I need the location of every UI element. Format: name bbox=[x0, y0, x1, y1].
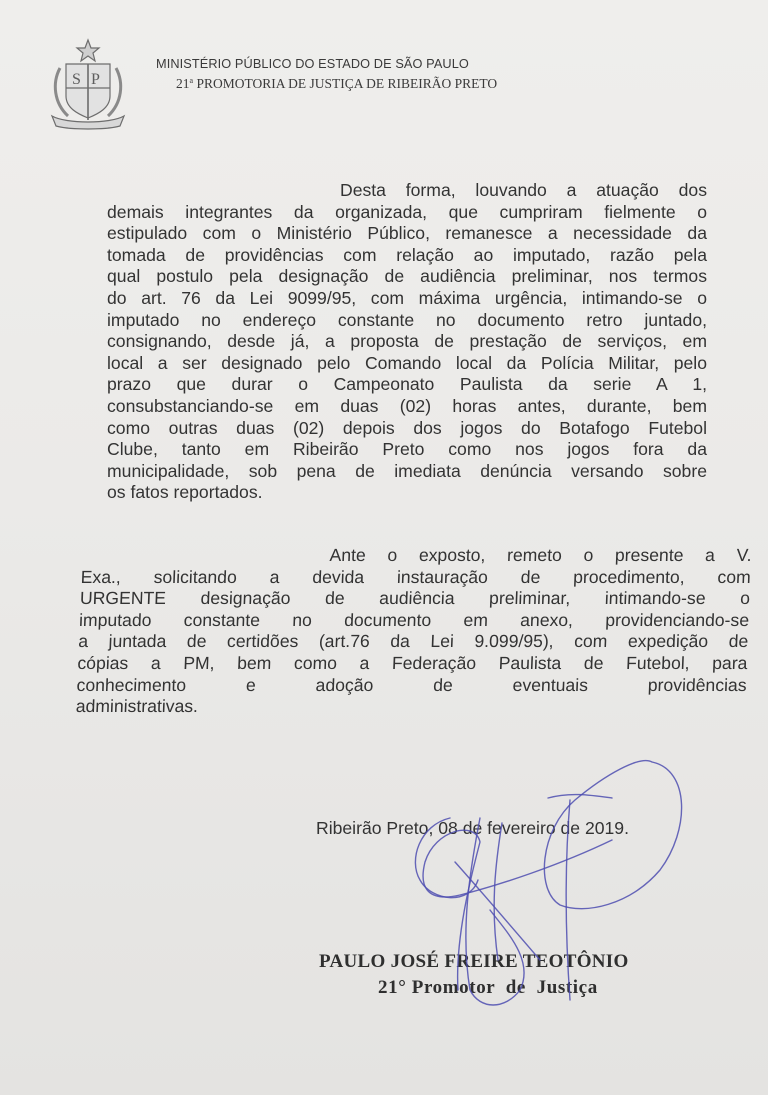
office-ordinal-mark: a bbox=[189, 76, 194, 85]
paragraph-line: tomada de providências com relação ao imputado, razão pela bbox=[107, 244, 707, 265]
crest-letter-p: P bbox=[91, 71, 100, 88]
paragraph-line: imputado constante no documento em anexo, providenciando-se bbox=[78, 609, 750, 630]
office-rest: PROMOTORIA DE JUSTIÇA DE RIBEIRÃO PRETO bbox=[193, 76, 498, 91]
paragraph-line: consubstanciando-se em duas (02) horas antes, durante, bem bbox=[107, 395, 707, 416]
paragraph-1 bbox=[107, 180, 707, 504]
paragraph-line: imputado no endereço constante no documento retro juntado, bbox=[107, 309, 707, 330]
crest-letter-s: S bbox=[72, 71, 81, 88]
paragraph-line: Exa., solicitando a devida instauração de procedimento, com bbox=[80, 566, 752, 587]
paragraph-line: qual postulo pela designação de audiência preliminar, nos termos bbox=[107, 266, 707, 287]
paragraph-line: Desta forma, louvando a atuação dos bbox=[340, 180, 707, 200]
institution-name: MINISTÉRIO PÚBLICO DO ESTADO DE SÃO PAULO bbox=[156, 56, 469, 71]
signatory-title: 21° Promotor de Justiça bbox=[378, 977, 598, 998]
paragraph-2 bbox=[75, 545, 752, 718]
paragraph-line: os fatos reportados. bbox=[107, 482, 263, 503]
paragraph-line: Clube, tanto em Ribeirão Preto como nos jogos fora da bbox=[107, 439, 707, 460]
paragraph-line: URGENTE designação de audiência preliminar, intimando-se o bbox=[79, 588, 751, 609]
paragraph-line: consignando, desde já, a proposta de prestação de serviços, em bbox=[107, 331, 707, 352]
paragraph-line: Ante o exposto, remeto o presente a V. bbox=[329, 545, 752, 565]
place-and-date: Ribeirão Preto, 08 de fevereiro de 2019. bbox=[316, 818, 629, 838]
paragraph-line: local a ser designado pelo Comando local da Polícia Militar, pelo bbox=[107, 352, 707, 373]
paragraph-line: municipalidade, sob pena de imediata denúncia versando sobre bbox=[107, 460, 707, 481]
paragraph-line: demais integrantes da organizada, que cumpriram fielmente o bbox=[107, 201, 707, 222]
paragraph-line: estipulado com o Ministério Público, remanesce a necessidade da bbox=[107, 223, 707, 244]
office-number: 21 bbox=[176, 76, 190, 91]
signatory-name: PAULO JOSÉ FREIRE TEOTÔNIO bbox=[319, 951, 629, 972]
paragraph-line: cópias a PM, bem como a Federação Paulista de Futebol, para bbox=[77, 652, 748, 673]
office-name bbox=[176, 76, 497, 92]
coat-of-arms-icon bbox=[46, 38, 130, 130]
paragraph-line: do art. 76 da Lei 9099/95, com máxima urgência, intimando-se o bbox=[107, 287, 707, 308]
paragraph-line: administrativas. bbox=[75, 696, 199, 717]
paragraph-line: conhecimento e adoção de eventuais providências bbox=[76, 674, 748, 695]
paragraph-line: a juntada de certidões (art.76 da Lei 9.099/95), com expedição de bbox=[77, 631, 749, 652]
paragraph-line: como outras duas (02) depois dos jogos do Botafogo Futebol bbox=[107, 417, 707, 438]
paragraph-line: prazo que durar o Campeonato Paulista da serie A 1, bbox=[107, 374, 707, 395]
